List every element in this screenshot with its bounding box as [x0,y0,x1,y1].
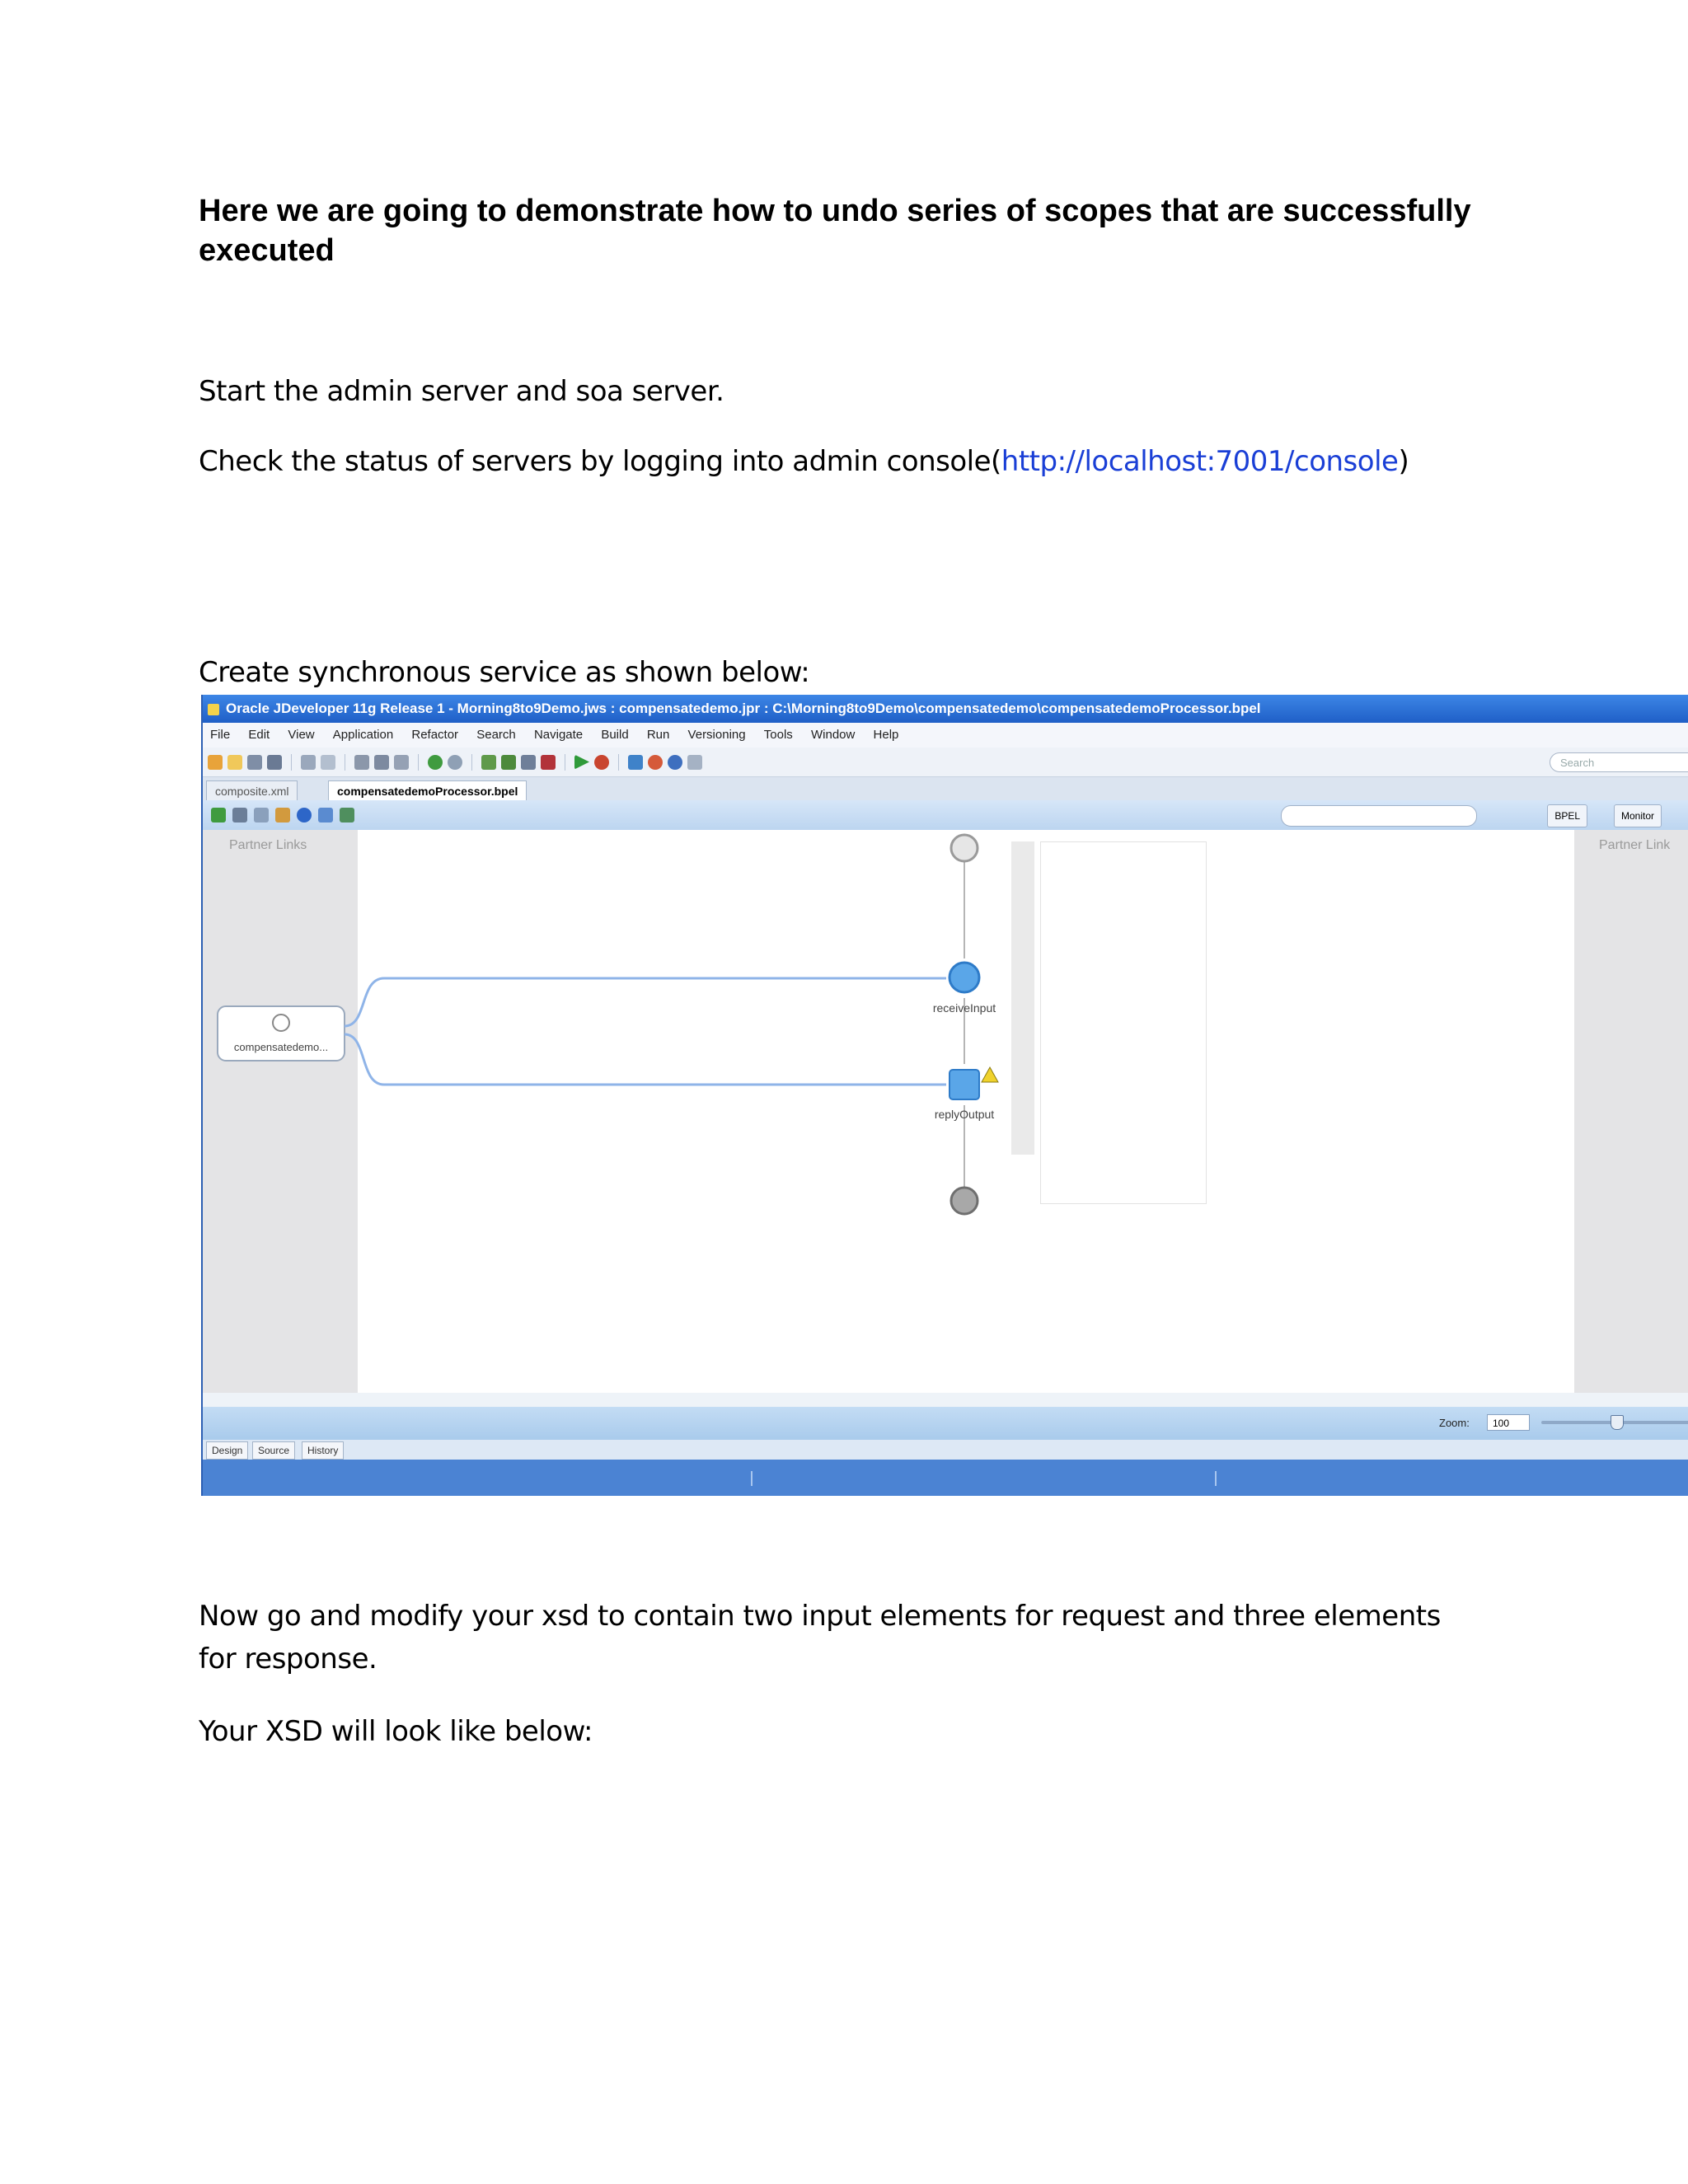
wire-from-reply [345,1034,946,1085]
menu-build[interactable]: Build [601,728,629,742]
reply-activity-label: replyOutput [934,1108,995,1121]
step-start-servers: Start the admin server and soa server. [199,375,724,408]
menu-run[interactable]: Run [646,728,670,742]
tab-history[interactable]: History [302,1441,344,1460]
jdeveloper-screenshot [201,695,1688,1496]
menu-window[interactable]: Window [810,728,856,742]
end-node[interactable] [951,1188,978,1214]
menu-search[interactable]: Search [476,728,516,742]
bpel-diagram [203,695,1688,1496]
bpel-view-button[interactable]: BPEL [1547,804,1587,827]
step-check-status [199,440,1409,483]
menu-tools[interactable]: Tools [763,728,793,742]
wire-to-receive [345,978,946,1026]
window-title: Oracle JDeveloper 11g Release 1 - Morning8to9Demo.jws : compensatedemo.jpr : C:\Morning8to9Demo\compensatedemo\compensatedemoProcessor.bpel [226,701,1261,716]
editor-bottom-tabs [203,1440,1688,1460]
service-node-label: compensatedemo... [233,1041,329,1053]
zoom-input[interactable]: 100 [1487,1414,1530,1431]
ide-search-input[interactable]: Search [1550,752,1688,772]
tab-design[interactable]: Design [206,1441,248,1460]
canvas-statusbar [203,1407,1688,1440]
monitor-view-button[interactable]: Monitor [1614,804,1662,827]
warning-icon [982,1067,998,1082]
partner-links-right-label: Partner Link [1599,838,1671,852]
admin-console-link[interactable]: http://localhost:7001/console [1001,445,1399,478]
menu-edit[interactable]: Edit [248,728,270,742]
menu-versioning[interactable]: Versioning [687,728,746,742]
menu-view[interactable]: View [288,728,315,742]
tab-composite-xml[interactable]: composite.xml [206,780,298,801]
partner-links-left-label: Partner Links [229,838,307,852]
zoom-label: Zoom: [1439,1417,1470,1429]
menu-help[interactable]: Help [873,728,899,742]
menu-application[interactable]: Application [332,728,394,742]
tab-compensatedemo-bpel[interactable]: compensatedemoProcessor.bpel [328,780,527,801]
page-heading: Here we are going to demonstrate how to undo series of scopes that are successfully executed [199,194,1471,268]
tab-source[interactable]: Source [252,1441,295,1460]
start-node[interactable] [951,835,978,861]
service-partner-link[interactable] [218,1006,345,1061]
step-xsd-intro: Your XSD will look like below: [199,1715,593,1748]
step-check-status-text: Check the status of servers by logging into admin console( [199,445,1001,478]
receive-activity-icon[interactable] [950,963,979,992]
receive-activity-label: receiveInput [932,1001,996,1015]
step-create-service: Create synchronous service as shown below: [199,656,810,689]
menu-file[interactable]: File [210,728,231,742]
zoom-slider-thumb[interactable] [1611,1415,1624,1430]
menu-navigate[interactable]: Navigate [533,728,584,742]
ide-status-strip [203,1460,1688,1496]
step-modify-xsd: Now go and modify your xsd to contain two input elements for request and three elements for response. [199,1600,1441,1675]
step-check-status-close: ) [1398,445,1409,478]
menu-refactor[interactable]: Refactor [411,728,459,742]
reply-activity-icon[interactable] [950,1070,979,1099]
